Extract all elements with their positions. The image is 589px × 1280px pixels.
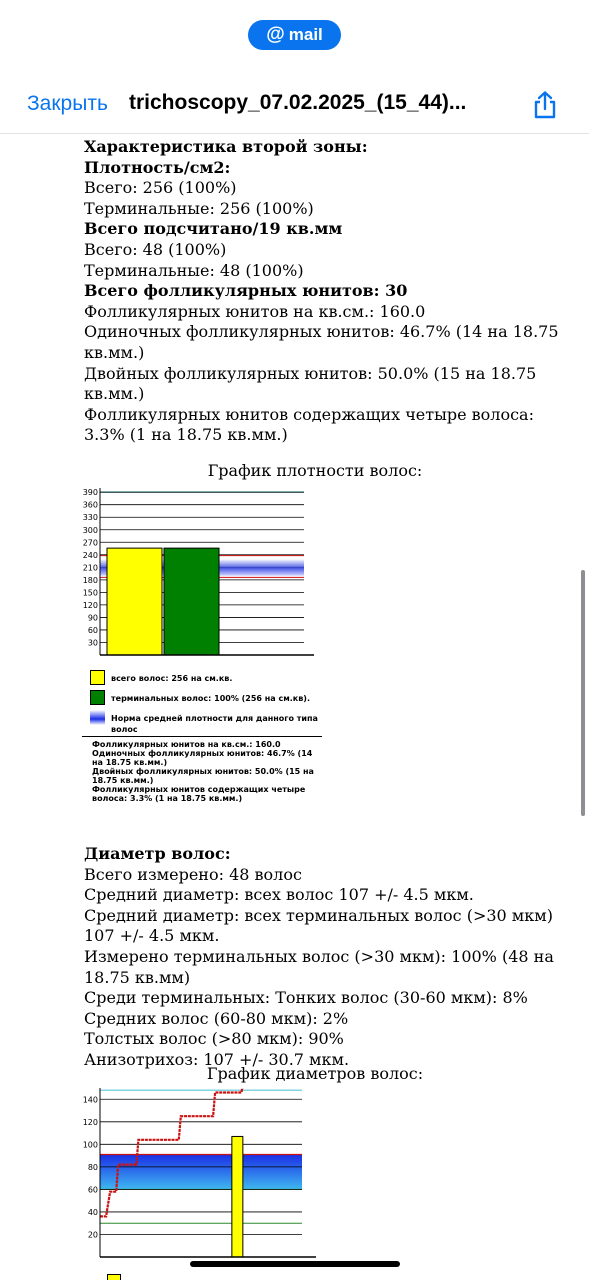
density-tick-label: 60	[87, 625, 98, 635]
legend-terminal-hair-label: терминальных волос: 100% (256 на см.кв).	[111, 694, 310, 703]
zone2-section	[84, 137, 564, 446]
yellow-swatch	[90, 670, 105, 685]
diameter-tick-label: 120	[82, 1117, 98, 1127]
counted-heading: Всего подсчитано/19 кв.мм	[84, 219, 343, 239]
density-tick-label: 360	[82, 500, 98, 510]
fu-four: Фолликулярных юнитов содержащих четыре волоса: 3.3% (1 на 18.75 кв.мм.)	[84, 404, 534, 445]
share-icon[interactable]	[530, 90, 560, 120]
density-legend	[90, 670, 330, 740]
diameter-chart	[82, 1088, 318, 1260]
density-total: Всего: 256 (100%)	[84, 178, 237, 198]
summary-line-1: Фолликулярных юнитов на кв.см.: 160.0	[92, 740, 281, 749]
legend-item-terminal-hair	[90, 690, 330, 705]
legend-item-all-hair	[90, 670, 330, 685]
density-tick-label: 180	[82, 575, 98, 585]
density-tick-label: 150	[82, 588, 98, 598]
legend-norm-label: Норма средней плотности для данного типа волос	[111, 714, 318, 734]
counted-terminal: Терминальные: 48 (100%)	[84, 260, 304, 280]
diameter-cumulative-line	[100, 1088, 243, 1216]
diameter-bar	[232, 1136, 243, 1257]
zone2-heading: Характеристика второй зоны:	[84, 137, 368, 156]
diameter-heading: Диаметр волос:	[84, 844, 231, 863]
diameter-norm-band	[100, 1154, 302, 1189]
summary-line-4: Фолликулярных юнитов содержащих четыре волоса: 3.3% (1 на 18.75 кв.мм.)	[92, 785, 306, 803]
diameter-tick-label: 100	[82, 1140, 98, 1150]
navigation-bar	[0, 80, 589, 134]
density-tick-label: 210	[82, 563, 98, 573]
fu-double: Двойных фолликулярных юнитов: 50.0% (15 на 18.75 кв.мм.)	[84, 363, 537, 404]
green-swatch	[90, 690, 105, 705]
diameter-avg-all: Средний диаметр: всех волос 107 +/- 4.5 мкм.	[84, 885, 474, 905]
mail-badge[interactable]	[248, 20, 341, 50]
density-tick-label: 390	[82, 488, 98, 498]
legend-item-norm	[90, 710, 330, 735]
diameter-tick-label: 20	[87, 1230, 98, 1240]
density-tick-label: 300	[82, 525, 98, 535]
counted-total: Всего: 48 (100%)	[84, 239, 227, 259]
density-tick-label: 30	[87, 638, 98, 648]
density-bar-2	[164, 548, 219, 655]
density-tick-label: 120	[82, 600, 98, 610]
density-terminal: Терминальные: 256 (100%)	[84, 198, 314, 218]
diameter-avg-terminal: Средний диаметр: всех терминальных волос (>30 мкм) 107 +/- 4.5 мкм.	[84, 905, 553, 946]
density-heading: Плотность/см2:	[84, 157, 231, 177]
diameter-chart-title: График диаметров волос:	[206, 1064, 424, 1083]
legend-all-hair-label: всего волос: 256 на см.кв.	[111, 674, 233, 683]
summary-line-3: Двойных фолликулярных юнитов: 50.0% (15 на 18.75 кв.мм.)	[92, 767, 314, 785]
close-button[interactable]: Закрыть	[27, 92, 108, 115]
density-chart-title: График плотности волос:	[207, 461, 423, 480]
at-sign-icon: @	[266, 24, 285, 45]
home-indicator[interactable]	[190, 1261, 400, 1267]
diameter-section	[84, 844, 564, 1071]
diameter-anisotrichosis: Анизотрихоз: 107 +/- 30.7 мкм.	[84, 1049, 350, 1069]
diameter-tick-label: 140	[82, 1095, 98, 1105]
diameter-thick: Толстых волос (>80 мкм): 90%	[84, 1029, 344, 1049]
density-tick-label: 270	[82, 538, 98, 548]
diameter-terminal-measured: Измерено терминальных волос (>30 мкм): 100% (48 на 18.75 кв.мм)	[84, 946, 554, 987]
diameter-measured: Всего измерено: 48 волос	[84, 864, 302, 884]
density-chart	[82, 488, 318, 658]
scrollbar[interactable]	[581, 570, 585, 816]
diameter-tick-label: 40	[87, 1207, 98, 1217]
diameter-legend-swatch	[107, 1274, 121, 1280]
mail-badge-label: mail	[288, 25, 323, 44]
density-tick-label: 330	[82, 513, 98, 523]
diameter-thin: Среди терминальных: Тонких волос (30-60 мкм): 8%	[84, 988, 528, 1008]
diameter-medium: Средних волос (60-80 мкм): 2%	[84, 1008, 349, 1028]
file-title: trichoscopy_07.02.2025_(15_44)...	[129, 91, 467, 114]
fu-single: Одиночных фолликулярных юнитов: 46.7% (14 на 18.75 кв.мм.)	[84, 322, 559, 362]
norm-swatch	[90, 710, 105, 725]
summary-line-2: Одиночных фолликулярных юнитов: 46.7% (14 на 18.75 кв.мм.)	[92, 749, 313, 767]
diameter-tick-label: 80	[87, 1162, 98, 1172]
fu-per-cm: Фолликулярных юнитов на кв.см.: 160.0	[84, 301, 426, 321]
density-tick-label: 240	[82, 550, 98, 560]
density-bar-1	[107, 548, 162, 655]
density-summary	[82, 736, 322, 803]
diameter-tick-label: 60	[87, 1185, 98, 1195]
density-tick-label: 90	[87, 613, 98, 623]
fu-heading: Всего фолликулярных юнитов: 30	[84, 281, 408, 301]
